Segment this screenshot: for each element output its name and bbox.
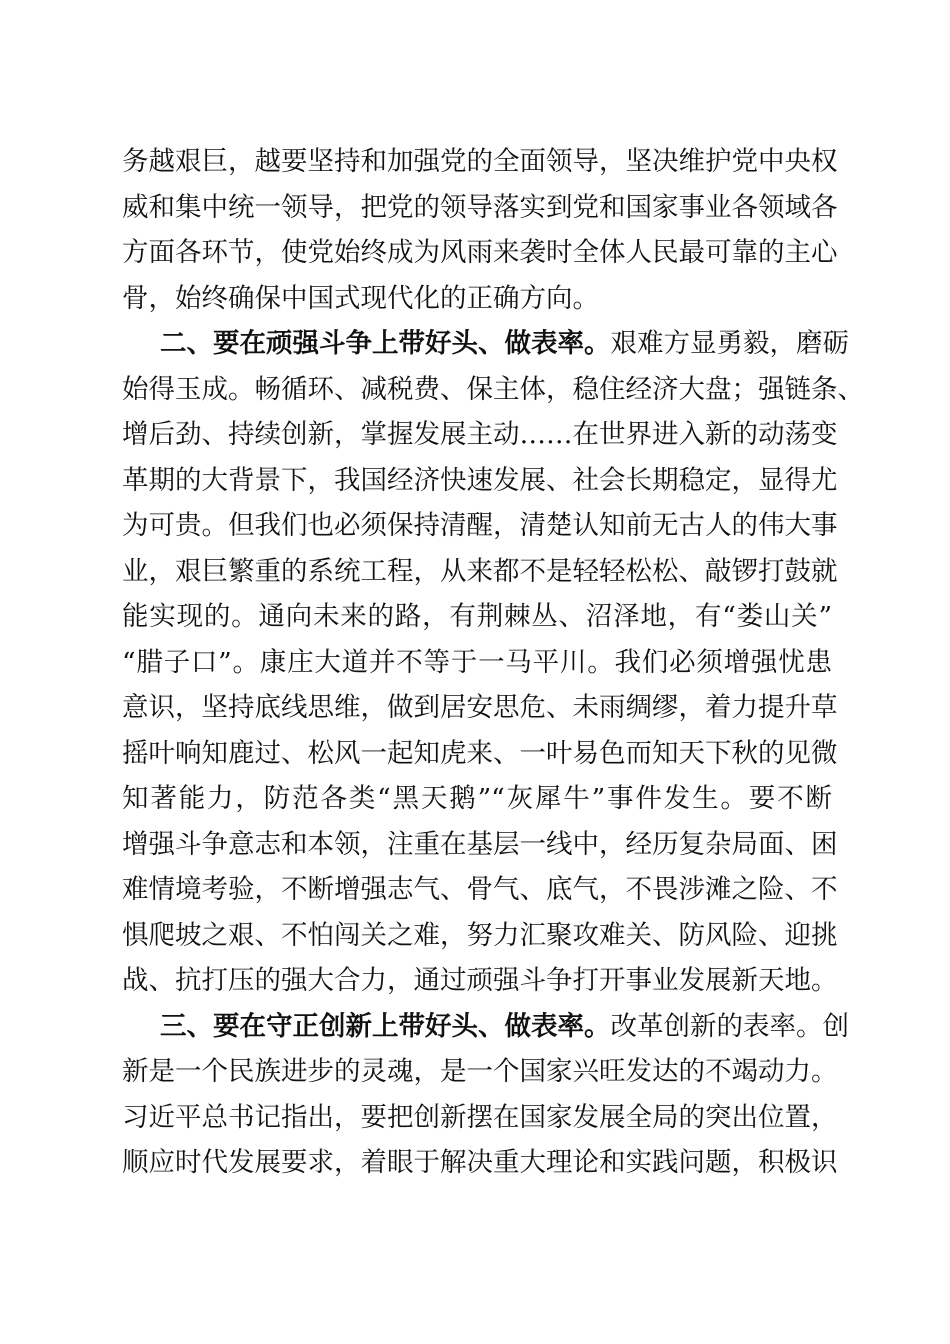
text-line: 顺应时代发展要求，着眼于解决重大理论和实践问题，积极识 (122, 1147, 838, 1178)
text-line: 威和集中统一领导，把党的领导落实到党和国家事业各领域各 (122, 192, 838, 223)
text-line: 务越艰巨，越要坚持和加强党的全面领导，坚决维护党中央权 (122, 146, 838, 177)
text-line: 为可贵。但我们也必须保持清醒，清楚认知前无古人的伟大事 (122, 510, 838, 541)
text-line: 能实现的。通向未来的路，有荆棘丛、沼泽地，有“娄山关” (122, 601, 832, 632)
text-line: 摇叶响知鹿过、松风一起知虎来、一叶易色而知天下秋的见微 (122, 738, 838, 769)
text-line: 始得玉成。畅循环、减税费、保主体，稳住经济大盘；强链条、 (122, 374, 864, 405)
section-two-lead: 艰难方显勇毅，磨砺 (610, 328, 849, 359)
section-two-heading: 二、要在顽强斗争上带好头、做表率。 (160, 328, 611, 359)
text-line: 革期的大背景下，我国经济快速发展、社会长期稳定，显得尤 (122, 465, 838, 496)
text-line: 业，艰巨繁重的系统工程，从来都不是轻轻松松、敲锣打鼓就 (122, 556, 838, 587)
text-line: 方面各环节，使党始终成为风雨来袭时全体人民最可靠的主心 (122, 237, 838, 268)
text-line: 增后劲、持续创新，掌握发展主动……在世界进入新的动荡变 (122, 419, 838, 450)
text-line: 习近平总书记指出，要把创新摆在国家发展全局的突出位置， (122, 1102, 838, 1133)
text-line: 惧爬坡之艰、不怕闯关之难，努力汇聚攻难关、防风险、迎挑 (122, 920, 838, 951)
text-line: 知著能力，防范各类“黑天鹅”“灰犀牛”事件发生。要不断 (122, 783, 832, 814)
text-line: 难情境考验，不断增强志气、骨气、底气，不畏涉滩之险、不 (122, 874, 838, 905)
text-line: 增强斗争意志和本领，注重在基层一线中，经历复杂局面、困 (122, 829, 838, 860)
section-three-first-line (160, 1003, 849, 1051)
text-line: “腊子口”。康庄大道并不等于一马平川。我们必须增强忧患 (122, 647, 832, 678)
text-line: 战、抗打压的强大合力，通过顽强斗争打开事业发展新天地。 (122, 965, 838, 996)
text-line: 新是一个民族进步的灵魂，是一个国家兴旺发达的不竭动力。 (122, 1056, 838, 1087)
section-three-lead: 改革创新的表率。创 (610, 1011, 849, 1042)
text-line: 骨，始终确保中国式现代化的正确方向。 (122, 283, 599, 314)
section-three-heading: 三、要在守正创新上带好头、做表率。 (160, 1011, 611, 1042)
text-line: 意识，坚持底线思维，做到居安思危、未雨绸缪，着力提升草 (122, 692, 838, 723)
section-two-first-line (160, 320, 849, 368)
